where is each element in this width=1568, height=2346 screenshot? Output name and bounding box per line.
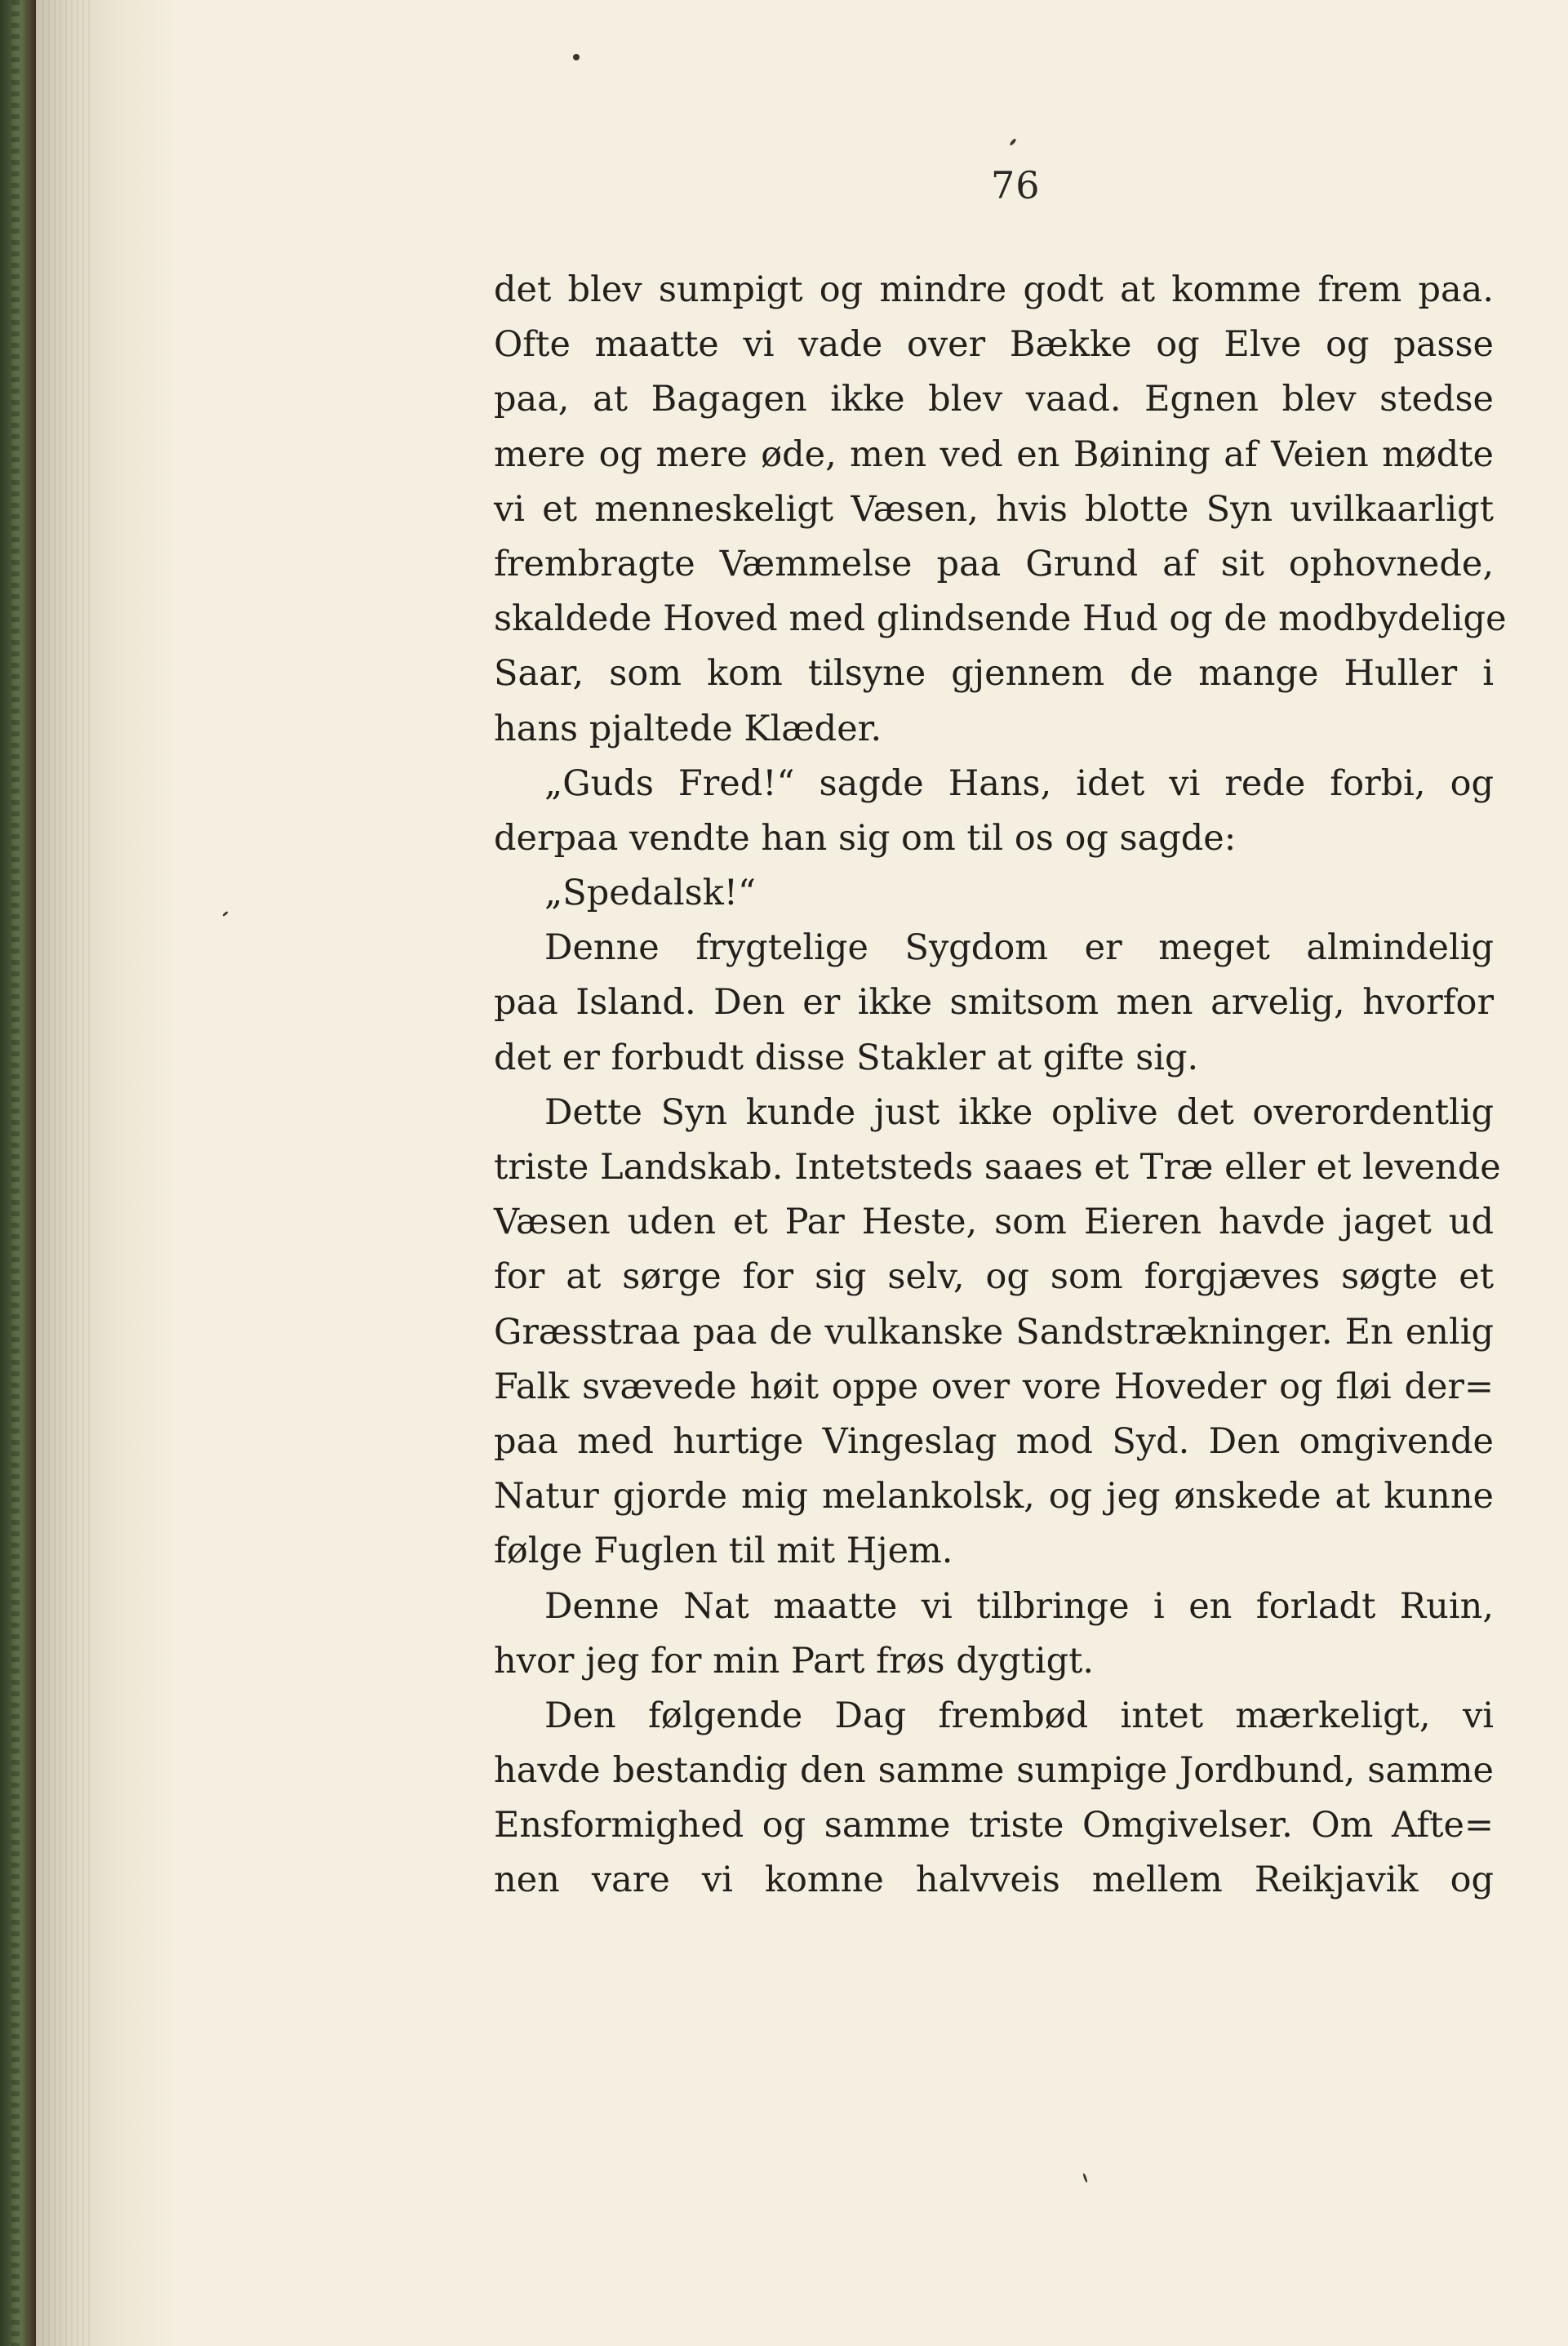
text-line: „Guds Fred!“ sagde Hans, idet vi rede forbi, og [544, 762, 1494, 804]
text-line: Natur gjorde mig melankolsk, og jeg ønskede at kunne [494, 1476, 1494, 1517]
text-line: Den følgende Dag frembød intet mærkeligt, vi [544, 1695, 1494, 1736]
page-number: 76 [991, 163, 1041, 207]
text-line: Denne frygtelige Sygdom er meget almindelig [544, 927, 1494, 969]
text-line: Ensformighed og samme triste Omgivelser. Om Afte= [494, 1805, 1494, 1846]
paper-speck [573, 54, 580, 60]
text-line: det blev sumpigt og mindre godt at komme frem paa. [494, 269, 1494, 310]
text-line: hans pjaltede Klæder. [494, 708, 882, 749]
text-line: følge Fuglen til mit Hjem. [494, 1531, 953, 1572]
text-line: nen vare vi komne halvveis mellem Reikjavik og [494, 1859, 1494, 1901]
text-line: derpaa vendte han sig om til os og sagde: [494, 817, 1237, 859]
text-line: vi et menneskeligt Væsen, hvis blotte Syn uvilkaarligt [494, 488, 1494, 530]
text-line: det er forbudt disse Stakler at gifte sig. [494, 1037, 1199, 1078]
text-line: Denne Nat maatte vi tilbringe i en forladt Ruin, [544, 1585, 1494, 1627]
text-line: skaldede Hoved med glindsende Hud og de modbydelige [494, 598, 1507, 640]
text-line: havde bestandig den samme sumpige Jordbund, samme [494, 1750, 1494, 1792]
page-gutter [36, 0, 175, 2346]
text-line: frembragte Væmmelse paa Grund af sit ophovnede, [494, 543, 1494, 584]
book-binding [0, 0, 36, 2346]
text-line: „Spedalsk!“ [544, 873, 757, 914]
body-text [494, 263, 1507, 1908]
text-line: mere og mere øde, men ved en Bøining af Veien mødte [494, 433, 1494, 475]
text-line: paa med hurtige Vingeslag mod Syd. Den omgivende [494, 1420, 1494, 1462]
text-line: paa, at Bagagen ikke blev vaad. Egnen blev stedse [494, 379, 1494, 420]
text-line: Saar, som kom tilsyne gjennem de mange Huller i [494, 653, 1494, 695]
text-line: for at sørge for sig selv, og som forgjæves søgte et [494, 1256, 1494, 1298]
text-line: paa Island. Den er ikke smitsom men arvelig, hvorfor [494, 982, 1494, 1024]
text-line: Dette Syn kunde just ikke oplive det overordentlig [544, 1091, 1494, 1133]
text-line: Falk svævede høit oppe over vore Hoveder og fløi der= [494, 1366, 1494, 1407]
text-line: hvor jeg for min Part frøs dygtigt. [494, 1640, 1095, 1682]
text-line: Ofte maatte vi vade over Bække og Elve og passe [494, 324, 1494, 366]
text-line: Væsen uden et Par Heste, som Eieren havde jaget ud [494, 1202, 1494, 1243]
text-line: triste Landskab. Intetsteds saaes et Træ eller et levende [494, 1147, 1501, 1188]
text-line: Græsstraa paa de vulkanske Sandstrækninger. En enlig [494, 1311, 1494, 1353]
